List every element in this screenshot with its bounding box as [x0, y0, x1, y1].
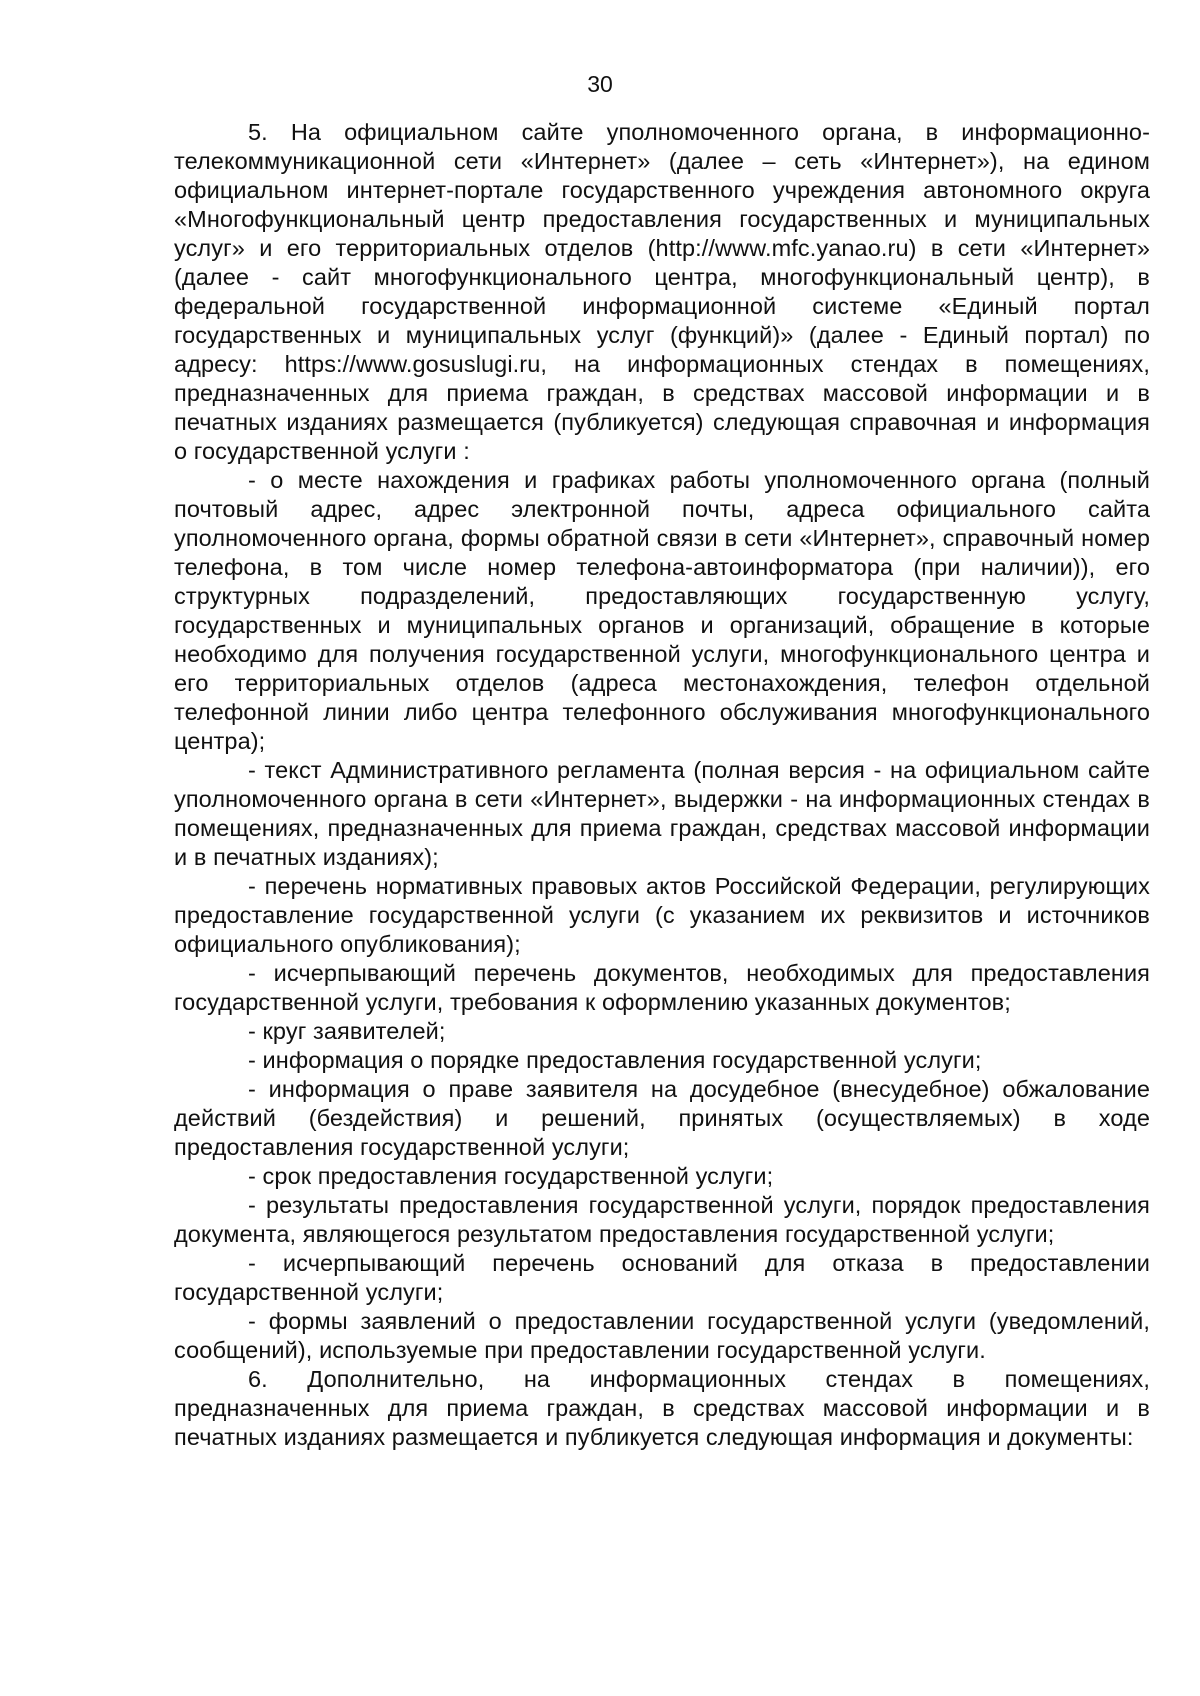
list-item: - исчерпывающий перечень документов, необходимых для предоставления государственной услуги, требования к оформлению указанных документов; — [174, 960, 1150, 1015]
document-body — [174, 118, 1150, 1452]
list-item: - информация о порядке предоставления государственной услуги; — [248, 1047, 982, 1073]
list-item: - круг заявителей; — [248, 1018, 446, 1044]
page-number: 30 — [587, 71, 613, 97]
list-item: - текст Административного регламента (полная версия - на официальном сайте уполномоченного органа в сети «Интернет», выдержки - на информационных стендах в помещениях, предназначенных для приема граждан, средствах массовой информации и в печатных изданиях); — [174, 757, 1150, 870]
list-item: - информация о праве заявителя на досудебное (внесудебное) обжалование действий (бездействия) и решений, принятых (осуществляемых) в ходе предоставления государственной услуги; — [174, 1076, 1150, 1160]
paragraph-item-5: 5. На официальном сайте уполномоченного органа, в информационно-телекоммуникационной сети «Интернет» (далее – сеть «Интернет»), на едином официальном интернет-портале государственного учреждения автономного округа «Многофункциональный центр предоставления государственных и муниципальных услуг» и его территориальных отделов (http://www.mfc.yanao.ru) в сети «Интернет» (далее - сайт многофункционального центра, многофункциональный центр), в федеральной государственной информационной системе «Единый портал государственных и муниципальных услуг (функций)» (далее - Единый портал) по адресу: https://www.gosuslugi.ru, на информационных стендах в помещениях, предназначенных для приема граждан, в средствах массовой информации и в печатных изданиях размещается (публикуется) следующая справочная и информация о государственной услуги : — [174, 119, 1150, 464]
list-item: - срок предоставления государственной услуги; — [248, 1163, 774, 1189]
list-item: - формы заявлений о предоставлении государственной услуги (уведомлений, сообщений), используемые при предоставлении государственной услуги. — [174, 1308, 1150, 1363]
list-item: - о месте нахождения и графиках работы уполномоченного органа (полный почтовый адрес, адрес электронной почты, адреса официального сайта уполномоченного органа, формы обратной связи в сети «Интернет», справочный номер телефона, в том числе номер телефона-автоинформатора (при наличии)), его структурных подразделений, предоставляющих государственную услугу, государственных и муниципальных органов и организаций, обращение в которые необходимо для получения государственной услуги, многофункционального центра и его территориальных отделов (адреса местонахождения, телефон отдельной телефонной линии либо центра телефонного обслуживания многофункционального центра); — [174, 467, 1150, 754]
list-item: - результаты предоставления государственной услуги, порядок предоставления документа, являющегося результатом предоставления государственной услуги; — [174, 1192, 1150, 1247]
paragraph-item-6: 6. Дополнительно, на информационных стендах в помещениях, предназначенных для приема граждан, в средствах массовой информации и в печатных изданиях размещается и публикуется следующая информация и документы: — [174, 1366, 1150, 1450]
list-item: - исчерпывающий перечень оснований для отказа в предоставлении государственной услуги; — [174, 1250, 1150, 1305]
list-item: - перечень нормативных правовых актов Российской Федерации, регулирующих предоставление государственной услуги (с указанием их реквизитов и источников официального опубликования); — [174, 873, 1150, 957]
